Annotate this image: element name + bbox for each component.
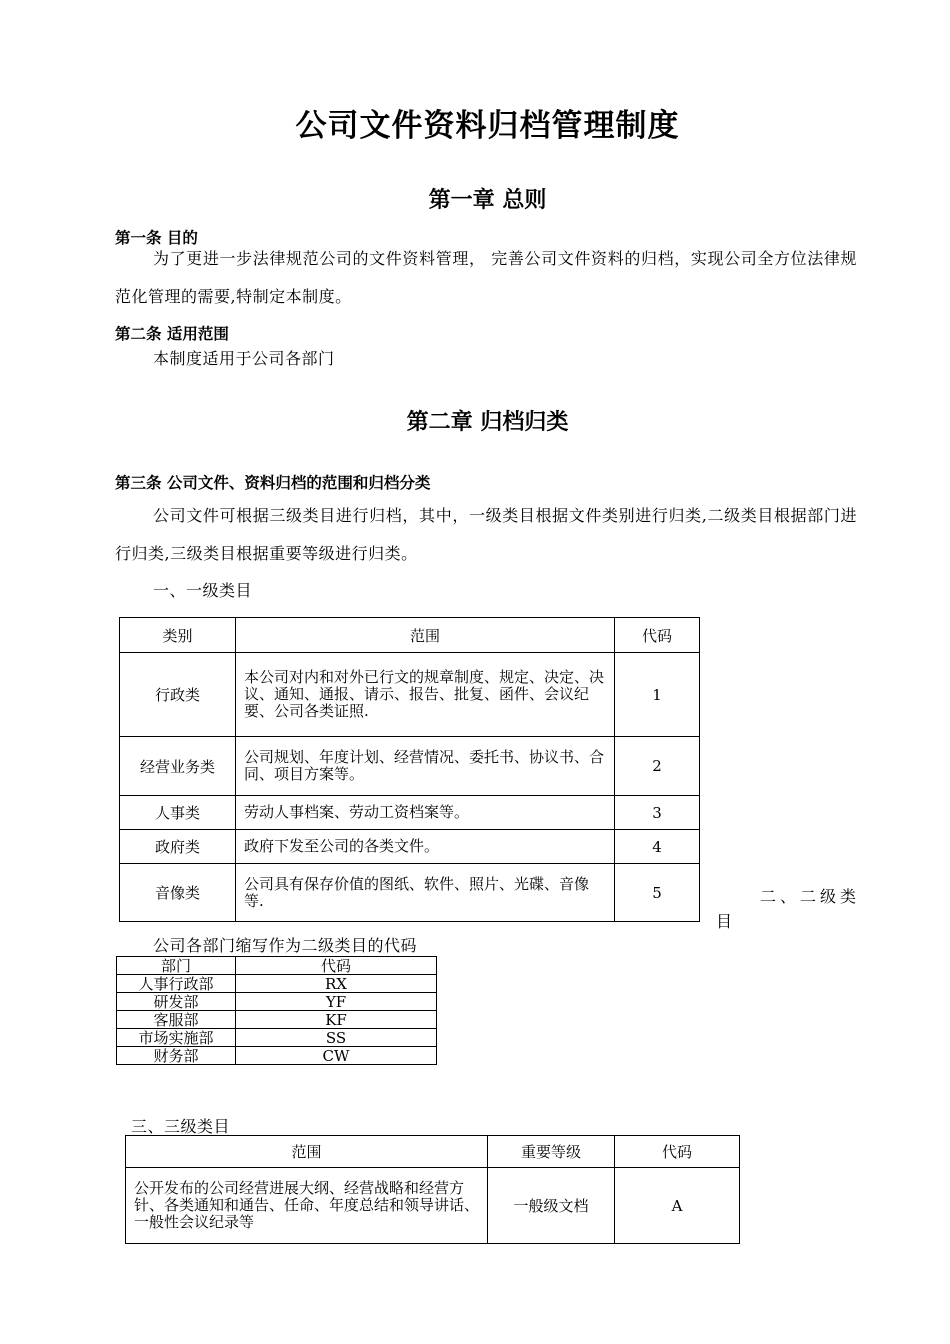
table-cell: 1 xyxy=(615,653,700,737)
level-1-table xyxy=(119,617,700,922)
table-cell: 3 xyxy=(615,796,700,830)
table-header: 重要等级 xyxy=(488,1136,615,1168)
chapter-1-title: 第一章 总则 xyxy=(428,188,547,213)
table-cell: 政府下发至公司的各类文件。 xyxy=(236,830,615,864)
table-row xyxy=(117,1047,437,1065)
table-row xyxy=(117,975,437,993)
table-cell: 4 xyxy=(615,830,700,864)
table-row xyxy=(120,864,700,922)
table-header-row xyxy=(117,957,437,975)
table-cell: 经营业务类 xyxy=(120,737,236,796)
table-cell: 公司具有保存价值的图纸、软件、照片、光碟、音像等. xyxy=(236,864,615,922)
table-header: 代码 xyxy=(615,618,700,653)
table-cell: RX xyxy=(236,975,437,993)
table-cell: 劳动人事档案、劳动工资档案等。 xyxy=(236,796,615,830)
article-2-title: 第二条 适用范围 xyxy=(115,325,229,343)
table-cell: 行政类 xyxy=(120,653,236,737)
table-cell: 市场实施部 xyxy=(117,1029,236,1047)
table-cell: CW xyxy=(236,1047,437,1065)
table-cell: A xyxy=(615,1168,740,1244)
article-1-text: 为了更进一步法律规范公司的文件资料管理， 完善公司文件资料的归档，实现公司全方位法律规范化管理的需要,特制定本制度。 xyxy=(115,249,857,306)
article-1-title: 第一条 目的 xyxy=(115,229,198,247)
table-row xyxy=(120,653,700,737)
table-row xyxy=(120,737,700,796)
level-2-heading-wrap: 目 xyxy=(716,912,733,931)
level-2-heading: 二、二级类 xyxy=(760,887,861,906)
table-header: 部门 xyxy=(117,957,236,975)
table-row xyxy=(120,830,700,864)
table-header: 范围 xyxy=(126,1136,488,1168)
table-cell: 5 xyxy=(615,864,700,922)
article-3-text: 公司文件可根据三级类目进行归档，其中，一级类目根据文件类别进行归类,二级类目根据部门进行归类,三级类目根据重要等级进行归类。 xyxy=(115,506,857,563)
table-header: 类别 xyxy=(120,618,236,653)
table-cell: KF xyxy=(236,1011,437,1029)
table-header-row xyxy=(126,1136,740,1168)
table-row xyxy=(117,1011,437,1029)
table-cell: 研发部 xyxy=(117,993,236,1011)
table-header: 代码 xyxy=(615,1136,740,1168)
chapter-2-title: 第二章 归档归类 xyxy=(406,410,569,435)
table-row xyxy=(120,796,700,830)
level-1-heading: 一、一级类目 xyxy=(153,581,253,600)
table-row xyxy=(117,1029,437,1047)
table-cell: 财务部 xyxy=(117,1047,236,1065)
table-cell: 公开发布的公司经营进展大纲、经营战略和经营方针、各类通知和通告、任命、年度总结和领导讲话、一般性会议纪录等 xyxy=(126,1168,488,1244)
table-cell: 音像类 xyxy=(120,864,236,922)
level-2-table xyxy=(116,956,437,1065)
table-cell: SS xyxy=(236,1029,437,1047)
table-cell: 人事行政部 xyxy=(117,975,236,993)
table-cell: 政府类 xyxy=(120,830,236,864)
level-3-table xyxy=(125,1135,740,1244)
table-row xyxy=(117,993,437,1011)
table-cell: 客服部 xyxy=(117,1011,236,1029)
table-row xyxy=(126,1168,740,1244)
table-cell: 2 xyxy=(615,737,700,796)
document-title: 公司文件资料归档管理制度 xyxy=(295,108,680,144)
table-header: 范围 xyxy=(236,618,615,653)
table-cell: 一般级文档 xyxy=(488,1168,615,1244)
table-cell: 公司规划、年度计划、经营情况、委托书、协议书、合同、项目方案等。 xyxy=(236,737,615,796)
level-3-heading: 三、三级类目 xyxy=(131,1117,231,1136)
article-2-text: 本制度适用于公司各部门 xyxy=(153,349,335,368)
table-header-row xyxy=(120,618,700,653)
level-2-note: 公司各部门缩写作为二级类目的代码 xyxy=(153,936,418,955)
article-3-title: 第三条 公司文件、资料归档的范围和归档分类 xyxy=(115,474,431,492)
table-cell: YF xyxy=(236,993,437,1011)
table-cell: 人事类 xyxy=(120,796,236,830)
table-cell: 本公司对内和对外已行文的规章制度、规定、决定、决议、通知、通报、请示、报告、批复、函件、会议纪要、公司各类证照. xyxy=(236,653,615,737)
table-header: 代码 xyxy=(236,957,437,975)
